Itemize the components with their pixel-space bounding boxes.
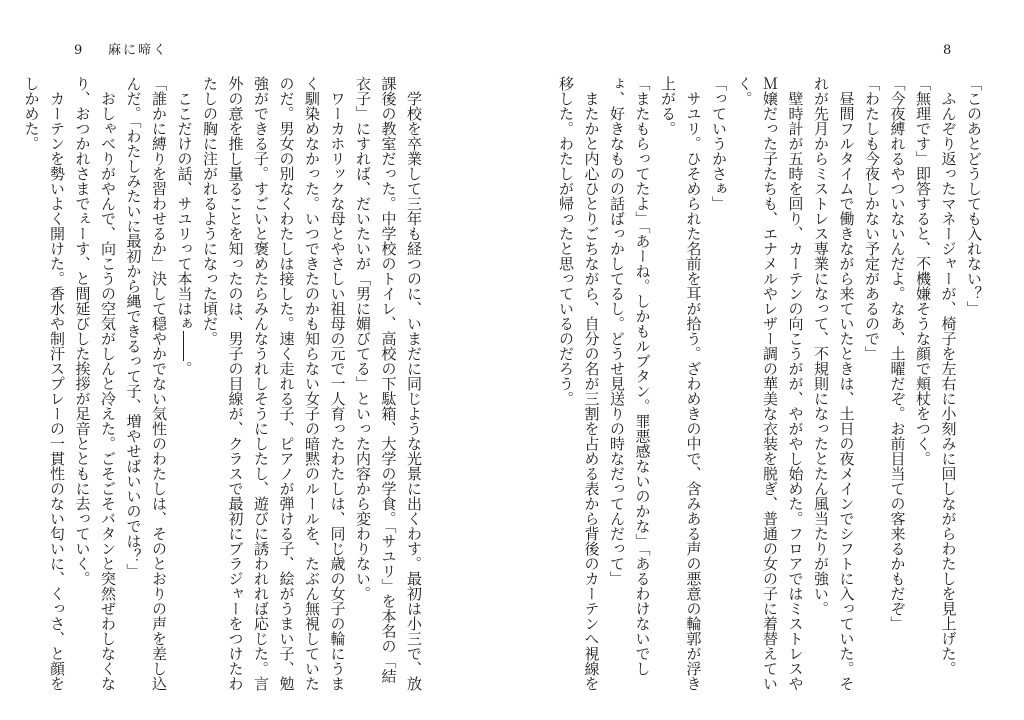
- right-paragraph-8: サユリ。ひそめられた名前を耳が拾う。ざわめきの中で、含みある声の悪意の輪郭が浮き上がる。: [659, 76, 703, 691]
- left-paragraph-4: 「誰かに縛りを習わせるか」決して穏やかでない気性のわたしは、そのとおりの声を差し込んだ。「わたしみたいに最初から縄できるって子、増やせばいいのでは？」: [124, 76, 168, 691]
- left-page-body: [22, 76, 426, 696]
- right-paragraph-9: 「またもらってたよ」「あーね。しかもルブタン。罪悪感ないのかな」「あるわけないでしょ、好きなものの話ばっかしてるし。どうせ見送りの時なだってんだって」: [608, 76, 652, 676]
- right-paragraph-3: 「今夜縛れるやついないんだよ。なあ、土曜だぞ。お前目当ての客来るかもだぞ」: [888, 76, 907, 631]
- right-paragraph-2: ふんぞり返ったマネージャーが、椅子を左右に小刻みに回しながらわたしを見上げた。「無理です」即答すると、不機嫌そうな顔で頬杖をつく。: [914, 76, 958, 676]
- left-page-number: 9: [74, 43, 83, 58]
- right-paragraph-6: 壁時計が五時を回り、カーテンの向こうがが、やがやし始めた。フロアではミストレスやＭ嬢だった子たちも、エナメルやレザー調の華美な衣装を脱ぎ、普通の女の子に着替えていく。: [735, 76, 805, 691]
- right-paragraph-5: 昼間フルタイムで働きながら来ていたときは、土日の夜メインでシフトに入っていた。それが先月からミストレス専業になって、不規則になったとたん風当たりが強い。: [812, 76, 856, 691]
- right-paragraph-1: 「このあとどうしても入れない？」: [965, 76, 983, 316]
- left-paragraph-2: ワーカホリックな母とやさしい祖母の元で一人育ったわたしは、同じ歳の女子の輪にうまく馴染めなかった。いつできたのかも知らない女子の暗黙のルールを、たぶん無視していたのだ。男女の別なくわたしは接した。速く走れる子、ピアノが弾ける子、絵がうまい子、勉強ができる子。すごいと褒めたらみんなうれしそうにしたし、遊びに誘われれば応じた。言外の意を推し量ることを知ったのは、男子の目線が、クラスで最初にブラジャーをつけたわたしの胸に注がれるようになった頃だ。: [201, 76, 347, 691]
- right-paragraph-7: 「っていうかさぁ」: [710, 76, 728, 211]
- left-paragraph-6: カーテンを勢いよく開けた。香水や制汗スプレーの一貫性のない匂いに、くっさ、と顔をしかめた。: [22, 76, 66, 691]
- left-paragraph-3: ここだけの話、サユリって本当はぁ――。: [175, 76, 194, 376]
- left-paragraph-1: 学校を卒業して三年も経つのに、いまだに同じような光景に出くわす。最初は小三で、放課後の教室だった。中学校のトイレ、高校の下駄箱、大学の学食。「サユリ」を本名の「結衣子」にすれば、だいたいが「男に媚びてる」といった内容から変わりない。: [354, 76, 423, 691]
- left-paragraph-5: おしゃべりがやんで、向こうの空気がしんと冷えた。ごそごそバタンと突然ぜわしなくなり、おつかれさまでぇーす、と間延びした挨拶が足音とともに去っていく。: [73, 76, 117, 691]
- running-title: 麻に啼く: [108, 43, 169, 58]
- right-paragraph-10: またかと内心ひとりごちながら、自分の名が三割を占める表から背後のカーテンへ視線を移した。わたしが帰ったと思っているのだろう。: [557, 76, 601, 691]
- right-page: [512, 0, 1024, 720]
- right-page-body: [557, 76, 986, 696]
- right-paragraph-4: 「わたしも今夜しかない予定があるので」: [863, 76, 881, 361]
- right-page-number: 8: [943, 43, 952, 58]
